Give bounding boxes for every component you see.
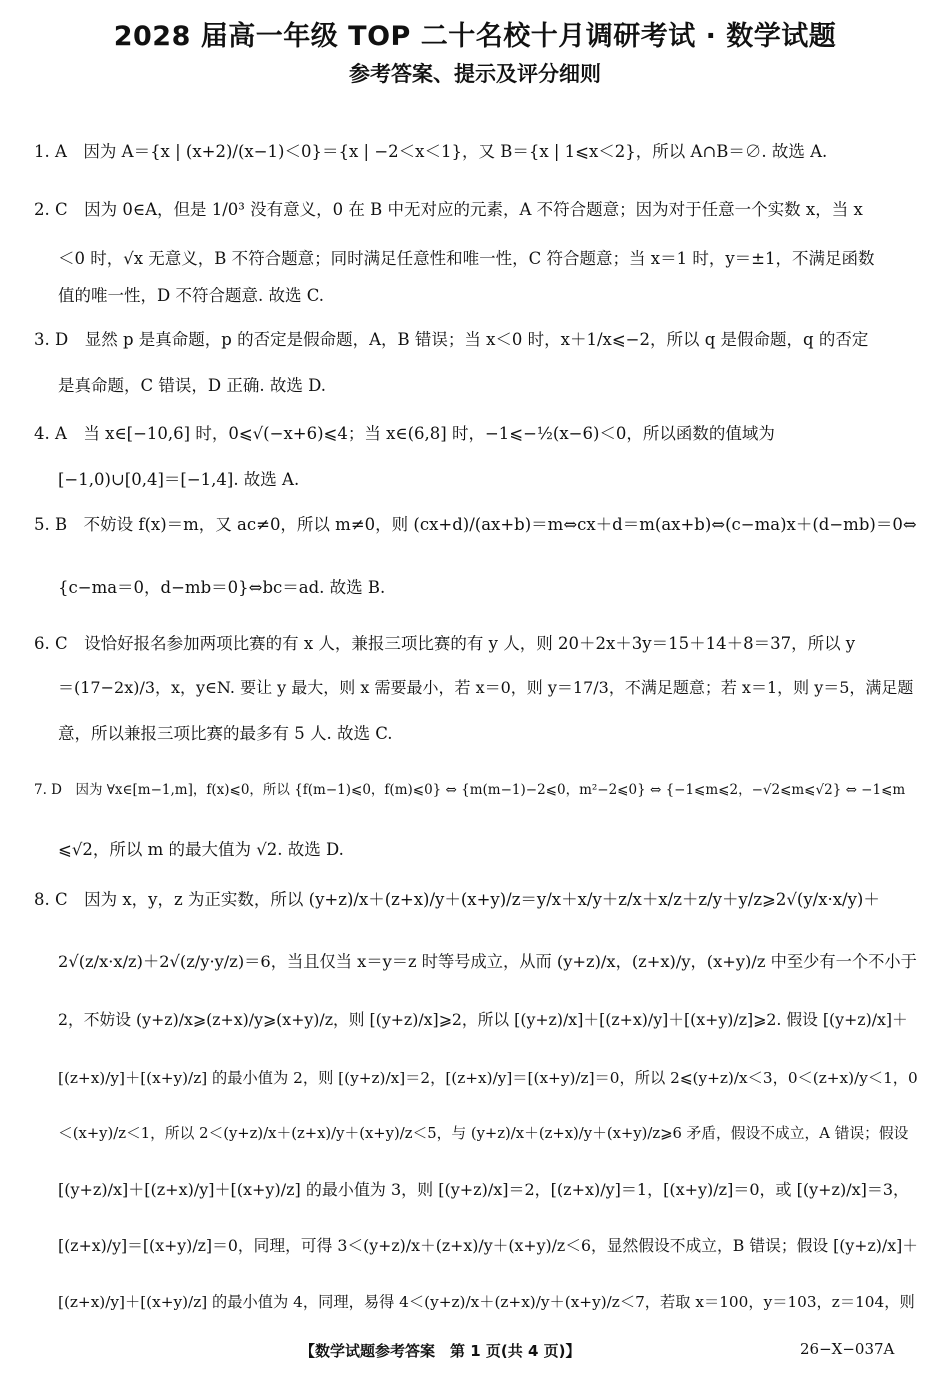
answer-line: 是真命题，C 错误，D 正确. 故选 D. [58,376,326,395]
answer-line: 8. C 因为 x，y，z 为正实数，所以 (y+z)/x＋(z+x)/y＋(x+y)/z＝y/x＋x/y＋z/x＋x/z＋z/y＋y/z⩾2√(y/x·x/y)＋ [34,890,880,909]
page-title: 2028 届高一年级 TOP 二十名校十月调研考试 · 数学试题 [113,21,837,52]
answer-line: 2√(z/x·x/z)＋2√(z/y·y/z)＝6，当且仅当 x＝y＝z 时等号成立，从而 (y+z)/x，(z+x)/y，(x+y)/z 中至少有一个不小于 [58,952,917,971]
answer-line: ＜0 时，√x 无意义，B 不符合题意；同时满足任意性和唯一性，C 符合题意；当 x＝1 时，y＝±1，不满足函数 [58,249,875,268]
answer-line: 3. D 显然 p 是真命题，p 的否定是假命题，A，B 错误；当 x＜0 时，x＋1/x⩽−2，所以 q 是假命题，q 的否定 [34,330,869,349]
answer-line: 2. C 因为 0∈A，但是 1/0³ 没有意义，0 在 B 中无对应的元素，A 不符合题意；因为对于任意一个实数 x，当 x [34,200,863,219]
page-subtitle: 参考答案、提示及评分细则 [349,62,601,86]
answer-line: 5. B 不妨设 f(x)＝m，又 ac≠0，所以 m≠0，则 (cx+d)/(ax+b)＝m⇔cx＋d＝m(ax+b)⇔(c−ma)x＋(d−mb)＝0⇔ [34,515,917,534]
answer-line: [−1,0)∪[0,4]＝[−1,4]. 故选 A. [58,470,300,489]
footer-page-label: 【数学试题参考答案 第 1 页(共 4 页)】 [300,1342,581,1360]
answer-line: 值的唯一性，D 不符合题意. 故选 C. [58,286,324,305]
answer-line: ⩽√2，所以 m 的最大值为 √2. 故选 D. [58,840,344,859]
answer-line: {c−ma＝0，d−mb＝0}⇔bc＝ad. 故选 B. [58,578,386,597]
answer-line: [(z+x)/y]＝[(x+y)/z]＝0，同理，可得 3＜(y+z)/x＋(z+x)/y＋(x+y)/z＜6，显然假设不成立，B 错误；假设 [(y+z)/x]＋ [58,1236,918,1255]
answer-line: [(y+z)/x]＋[(z+x)/y]＋[(x+y)/z] 的最小值为 3，则 [(y+z)/x]＝2，[(z+x)/y]＝1，[(x+y)/z]＝0，或 [(y+z)/x]＝3， [58,1180,910,1199]
footer-exam-code: 26−X−037A [800,1340,895,1358]
answer-line: [(z+x)/y]＋[(x+y)/z] 的最小值为 4，同理，易得 4＜(y+z)/x＋(z+x)/y＋(x+y)/z＜7，若取 x＝100，y＝103，z＝104，则 [58,1293,915,1311]
answer-line: ＝(17−2x)/3，x，y∈N. 要让 y 最大，则 x 需要最小，若 x＝0，则 y＝17/3，不满足题意；若 x＝1，则 y＝5，满足题 [58,678,914,697]
answer-line: 2，不妨设 (y+z)/x⩾(z+x)/y⩾(x+y)/z，则 [(y+z)/x]⩾2，所以 [(y+z)/x]＋[(z+x)/y]＋[(x+y)/z]⩾2. 假设 [(y+z)/x]＋ [58,1010,908,1029]
answer-line: [(z+x)/y]＋[(x+y)/z] 的最小值为 2，则 [(y+z)/x]＝2，[(z+x)/y]＝[(x+y)/z]＝0，所以 2⩽(y+z)/x＜3，0＜(z+x)/y＜1，0 [58,1069,918,1087]
answer-line: 6. C 设恰好报名参加两项比赛的有 x 人，兼报三项比赛的有 y 人，则 20＋2x＋3y＝15＋14＋8＝37，所以 y [34,634,856,653]
answer-line: ＜(x+y)/z＜1，所以 2＜(y+z)/x＋(z+x)/y＋(x+y)/z＜5，与 (y+z)/x＋(z+x)/y＋(x+y)/z⩾6 矛盾，假设不成立，A 错误；假设 [58,1125,909,1142]
answer-line: 意，所以兼报三项比赛的最多有 5 人. 故选 C. [58,724,393,743]
answer-line: 1. A 因为 A＝{x | (x+2)/(x−1)＜0}＝{x | −2＜x＜1}，又 B＝{x | 1⩽x＜2}，所以 A∩B＝∅. 故选 A. [34,142,828,161]
answer-line: 4. A 当 x∈[−10,6] 时，0⩽√(−x+6)⩽4；当 x∈(6,8] 时，−1⩽−½(x−6)＜0，所以函数的值域为 [34,424,775,443]
answer-line: 7. D 因为 ∀x∈[m−1,m]，f(x)⩽0，所以 {f(m−1)⩽0，f(m)⩽0} ⇔ {m(m−1)−2⩽0，m²−2⩽0} ⇔ {−1⩽m⩽2，−√2⩽m⩽√2} ⇔ −1⩽m [34,782,906,798]
